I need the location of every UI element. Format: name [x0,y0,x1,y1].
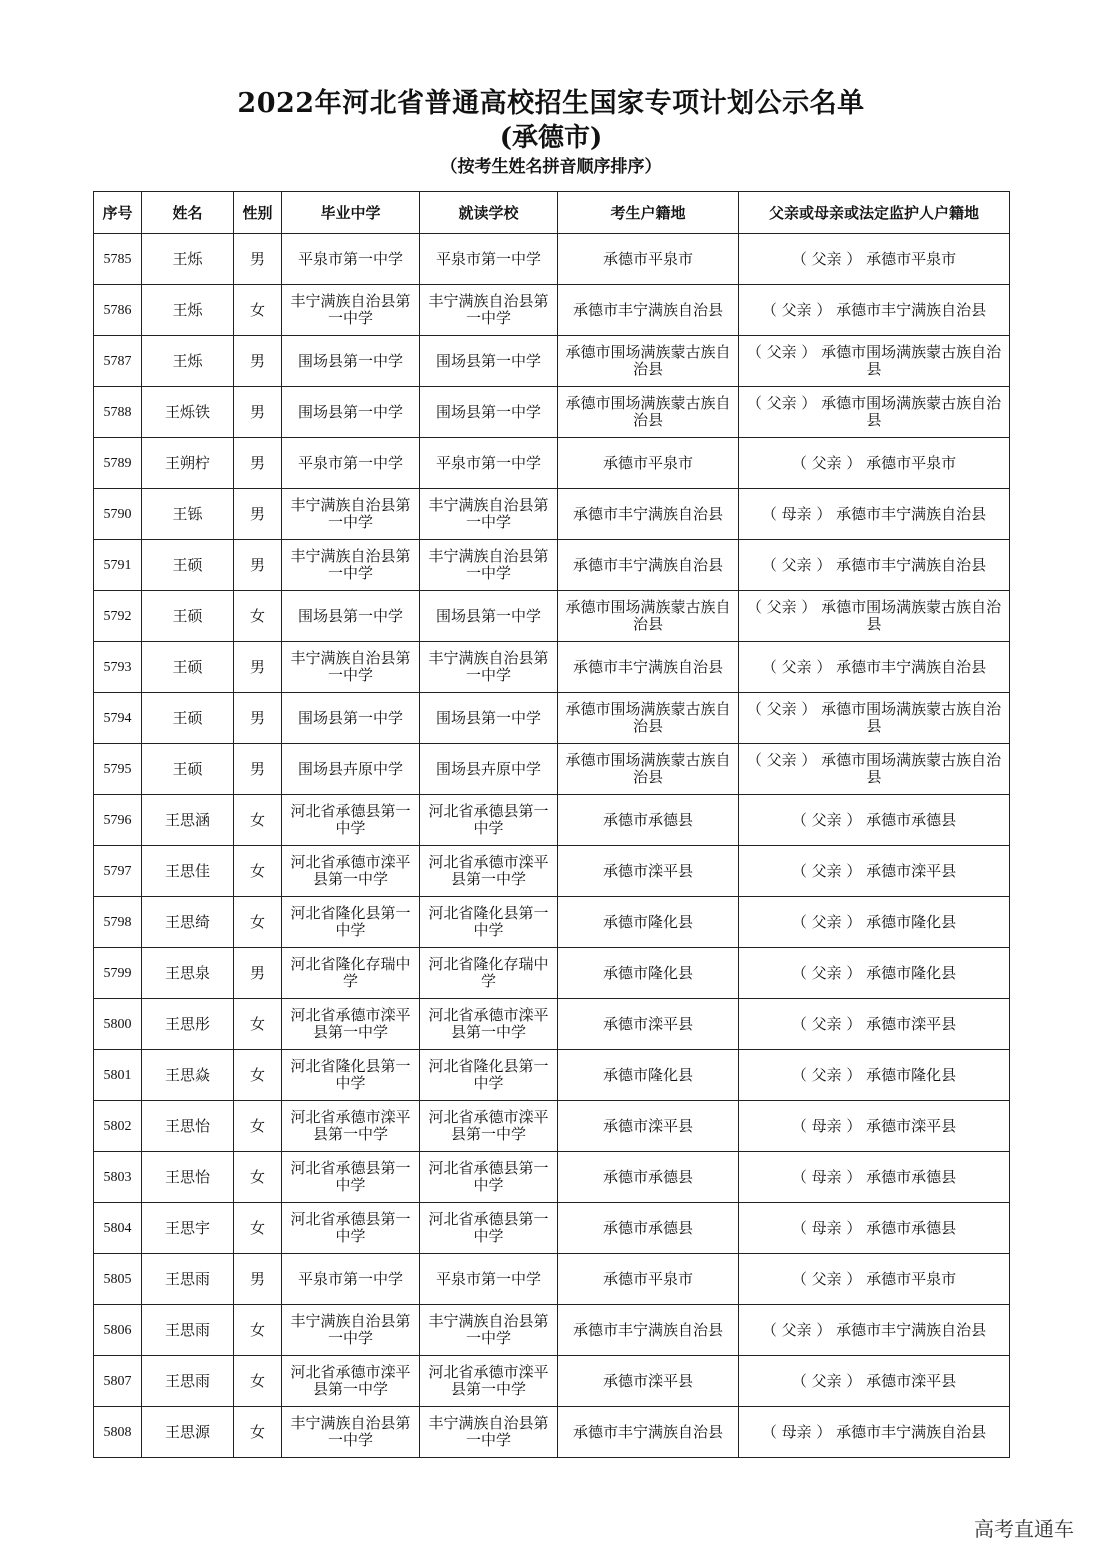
cell-seq: 5789 [94,438,142,489]
cell-gender: 女 [234,897,282,948]
cell-guardian-residence: （ 父亲 ） 承德市隆化县 [739,897,1010,948]
cell-grad-school: 围场县第一中学 [282,336,420,387]
watermark-text: 高考直通车 [974,1517,1074,1541]
table-row [94,234,1010,285]
cell-grad-school: 河北省承德县第一中学 [282,1152,420,1203]
cell-name: 王思绮 [142,897,234,948]
cell-current-school: 围场县第一中学 [420,693,558,744]
cell-student-residence: 承德市丰宁满族自治县 [558,285,739,336]
header-row [94,192,1010,234]
cell-guardian-residence: （ 母亲 ） 承德市承德县 [739,1152,1010,1203]
header-guardian-residence: 父亲或母亲或法定监护人户籍地 [739,192,1010,234]
cell-student-residence: 承德市围场满族蒙古族自治县 [558,591,739,642]
cell-seq: 5803 [94,1152,142,1203]
cell-guardian-residence: （ 父亲 ） 承德市滦平县 [739,1356,1010,1407]
cell-guardian-residence: （ 父亲 ） 承德市丰宁满族自治县 [739,540,1010,591]
cell-seq: 5788 [94,387,142,438]
cell-guardian-residence: （ 父亲 ） 承德市围场满族蒙古族自治县 [739,336,1010,387]
cell-student-residence: 承德市滦平县 [558,1356,739,1407]
cell-grad-school: 围场县第一中学 [282,591,420,642]
cell-name: 王思雨 [142,1356,234,1407]
table-header [94,192,1010,234]
cell-student-residence: 承德市丰宁满族自治县 [558,642,739,693]
cell-seq: 5806 [94,1305,142,1356]
cell-seq: 5795 [94,744,142,795]
cell-seq: 5801 [94,1050,142,1101]
cell-current-school: 河北省隆化县第一中学 [420,1050,558,1101]
cell-guardian-residence: （ 父亲 ） 承德市围场满族蒙古族自治县 [739,387,1010,438]
cell-gender: 男 [234,693,282,744]
cell-gender: 女 [234,1356,282,1407]
cell-grad-school: 丰宁满族自治县第一中学 [282,540,420,591]
table-row [94,540,1010,591]
cell-current-school: 河北省承德县第一中学 [420,1203,558,1254]
cell-name: 王思彤 [142,999,234,1050]
cell-grad-school: 河北省隆化县第一中学 [282,897,420,948]
cell-gender: 女 [234,1305,282,1356]
cell-student-residence: 承德市滦平县 [558,1101,739,1152]
table-row [94,1305,1010,1356]
cell-name: 王硕 [142,693,234,744]
table-row [94,693,1010,744]
cell-current-school: 丰宁满族自治县第一中学 [420,642,558,693]
cell-name: 王思焱 [142,1050,234,1101]
cell-current-school: 围场县第一中学 [420,591,558,642]
cell-current-school: 丰宁满族自治县第一中学 [420,540,558,591]
cell-grad-school: 河北省隆化县第一中学 [282,1050,420,1101]
table-row [94,285,1010,336]
cell-student-residence: 承德市围场满族蒙古族自治县 [558,693,739,744]
cell-student-residence: 承德市平泉市 [558,234,739,285]
cell-gender: 女 [234,591,282,642]
table-row [94,642,1010,693]
cell-name: 王思宇 [142,1203,234,1254]
cell-current-school: 河北省隆化存瑞中学 [420,948,558,999]
cell-gender: 男 [234,540,282,591]
cell-guardian-residence: （ 父亲 ） 承德市隆化县 [739,1050,1010,1101]
cell-current-school: 河北省承德县第一中学 [420,1152,558,1203]
cell-current-school: 河北省承德县第一中学 [420,795,558,846]
header-student-residence: 考生户籍地 [558,192,739,234]
header-name: 姓名 [142,192,234,234]
cell-seq: 5799 [94,948,142,999]
cell-gender: 男 [234,489,282,540]
cell-gender: 男 [234,336,282,387]
cell-guardian-residence: （ 父亲 ） 承德市隆化县 [739,948,1010,999]
cell-grad-school: 河北省承德县第一中学 [282,1203,420,1254]
cell-current-school: 丰宁满族自治县第一中学 [420,489,558,540]
cell-student-residence: 承德市平泉市 [558,438,739,489]
header-grad-school: 毕业中学 [282,192,420,234]
cell-guardian-residence: （ 母亲 ） 承德市丰宁满族自治县 [739,1407,1010,1458]
cell-current-school: 河北省隆化县第一中学 [420,897,558,948]
cell-seq: 5805 [94,1254,142,1305]
cell-seq: 5790 [94,489,142,540]
table-row [94,1356,1010,1407]
cell-student-residence: 承德市围场满族蒙古族自治县 [558,744,739,795]
cell-guardian-residence: （ 父亲 ） 承德市滦平县 [739,846,1010,897]
cell-grad-school: 河北省隆化存瑞中学 [282,948,420,999]
cell-name: 王硕 [142,744,234,795]
cell-grad-school: 平泉市第一中学 [282,1254,420,1305]
cell-guardian-residence: （ 父亲 ） 承德市承德县 [739,795,1010,846]
cell-current-school: 丰宁满族自治县第一中学 [420,285,558,336]
cell-student-residence: 承德市围场满族蒙古族自治县 [558,336,739,387]
cell-name: 王烁铁 [142,387,234,438]
cell-seq: 5796 [94,795,142,846]
sort-note: （按考生姓名拼音顺序排序） [440,157,662,177]
cell-grad-school: 平泉市第一中学 [282,234,420,285]
cell-name: 王思雨 [142,1254,234,1305]
table-row [94,591,1010,642]
cell-name: 王思源 [142,1407,234,1458]
cell-name: 王思涵 [142,795,234,846]
cell-student-residence: 承德市滦平县 [558,846,739,897]
cell-gender: 女 [234,285,282,336]
cell-student-residence: 承德市隆化县 [558,948,739,999]
cell-seq: 5785 [94,234,142,285]
cell-grad-school: 丰宁满族自治县第一中学 [282,489,420,540]
cell-name: 王硕 [142,591,234,642]
cell-name: 王思雨 [142,1305,234,1356]
cell-student-residence: 承德市隆化县 [558,1050,739,1101]
cell-seq: 5808 [94,1407,142,1458]
table-row [94,1152,1010,1203]
cell-current-school: 河北省承德市滦平县第一中学 [420,1101,558,1152]
cell-grad-school: 丰宁满族自治县第一中学 [282,285,420,336]
cell-guardian-residence: （ 父亲 ） 承德市丰宁满族自治县 [739,642,1010,693]
cell-grad-school: 河北省承德市滦平县第一中学 [282,1101,420,1152]
cell-current-school: 丰宁满族自治县第一中学 [420,1305,558,1356]
header-gender: 性别 [234,192,282,234]
cell-seq: 5791 [94,540,142,591]
table-row [94,1254,1010,1305]
cell-name: 王铄 [142,489,234,540]
cell-grad-school: 围场县第一中学 [282,693,420,744]
cell-name: 王朔柠 [142,438,234,489]
cell-guardian-residence: （ 父亲 ） 承德市平泉市 [739,438,1010,489]
cell-grad-school: 围场县卉原中学 [282,744,420,795]
table-row [94,336,1010,387]
cell-grad-school: 丰宁满族自治县第一中学 [282,642,420,693]
table-row [94,1407,1010,1458]
cell-gender: 女 [234,1152,282,1203]
cell-name: 王硕 [142,642,234,693]
table-row [94,897,1010,948]
cell-name: 王烁 [142,336,234,387]
document-title: 2022年河北省普通高校招生国家专项计划公示名单 [237,88,865,119]
cell-gender: 女 [234,1203,282,1254]
cell-guardian-residence: （ 父亲 ） 承德市滦平县 [739,999,1010,1050]
cell-gender: 女 [234,846,282,897]
cell-grad-school: 平泉市第一中学 [282,438,420,489]
table-body [94,234,1010,1458]
cell-gender: 女 [234,999,282,1050]
table-row [94,438,1010,489]
cell-current-school: 围场县第一中学 [420,336,558,387]
header-seq: 序号 [94,192,142,234]
cell-current-school: 围场县卉原中学 [420,744,558,795]
cell-student-residence: 承德市丰宁满族自治县 [558,1305,739,1356]
cell-student-residence: 承德市承德县 [558,1203,739,1254]
cell-gender: 男 [234,948,282,999]
cell-name: 王烁 [142,234,234,285]
cell-seq: 5804 [94,1203,142,1254]
cell-gender: 男 [234,387,282,438]
cell-name: 王思泉 [142,948,234,999]
cell-gender: 男 [234,1254,282,1305]
cell-guardian-residence: （ 父亲 ） 承德市围场满族蒙古族自治县 [739,591,1010,642]
cell-grad-school: 围场县第一中学 [282,387,420,438]
cell-current-school: 围场县第一中学 [420,387,558,438]
cell-seq: 5794 [94,693,142,744]
cell-guardian-residence: （ 母亲 ） 承德市承德县 [739,1203,1010,1254]
cell-current-school: 丰宁满族自治县第一中学 [420,1407,558,1458]
table-row [94,1101,1010,1152]
roster-table [93,191,1010,1458]
cell-guardian-residence: （ 父亲 ） 承德市平泉市 [739,234,1010,285]
cell-student-residence: 承德市隆化县 [558,897,739,948]
cell-name: 王思怡 [142,1152,234,1203]
cell-guardian-residence: （ 母亲 ） 承德市丰宁满族自治县 [739,489,1010,540]
cell-seq: 5793 [94,642,142,693]
cell-guardian-residence: （ 父亲 ） 承德市平泉市 [739,1254,1010,1305]
document-subtitle: (承德市) [499,123,603,153]
cell-current-school: 平泉市第一中学 [420,438,558,489]
cell-seq: 5798 [94,897,142,948]
cell-guardian-residence: （ 父亲 ） 承德市围场满族蒙古族自治县 [739,693,1010,744]
cell-gender: 男 [234,234,282,285]
cell-grad-school: 丰宁满族自治县第一中学 [282,1407,420,1458]
cell-student-residence: 承德市丰宁满族自治县 [558,489,739,540]
cell-gender: 女 [234,1101,282,1152]
cell-student-residence: 承德市平泉市 [558,1254,739,1305]
cell-name: 王思佳 [142,846,234,897]
cell-student-residence: 承德市丰宁满族自治县 [558,1407,739,1458]
cell-seq: 5800 [94,999,142,1050]
cell-seq: 5786 [94,285,142,336]
cell-grad-school: 河北省承德市滦平县第一中学 [282,846,420,897]
table-row [94,489,1010,540]
cell-student-residence: 承德市承德县 [558,1152,739,1203]
header-current-school: 就读学校 [420,192,558,234]
cell-grad-school: 河北省承德市滦平县第一中学 [282,1356,420,1407]
cell-grad-school: 河北省承德县第一中学 [282,795,420,846]
cell-guardian-residence: （ 母亲 ） 承德市滦平县 [739,1101,1010,1152]
cell-seq: 5797 [94,846,142,897]
cell-current-school: 河北省承德市滦平县第一中学 [420,1356,558,1407]
cell-guardian-residence: （ 父亲 ） 承德市围场满族蒙古族自治县 [739,744,1010,795]
cell-seq: 5807 [94,1356,142,1407]
cell-grad-school: 丰宁满族自治县第一中学 [282,1305,420,1356]
cell-guardian-residence: （ 父亲 ） 承德市丰宁满族自治县 [739,1305,1010,1356]
cell-student-residence: 承德市滦平县 [558,999,739,1050]
cell-current-school: 平泉市第一中学 [420,234,558,285]
cell-name: 王烁 [142,285,234,336]
cell-gender: 女 [234,1050,282,1101]
cell-student-residence: 承德市围场满族蒙古族自治县 [558,387,739,438]
cell-gender: 女 [234,1407,282,1458]
cell-gender: 女 [234,795,282,846]
cell-student-residence: 承德市丰宁满族自治县 [558,540,739,591]
cell-seq: 5792 [94,591,142,642]
cell-gender: 男 [234,642,282,693]
cell-guardian-residence: （ 父亲 ） 承德市丰宁满族自治县 [739,285,1010,336]
cell-seq: 5802 [94,1101,142,1152]
cell-grad-school: 河北省承德市滦平县第一中学 [282,999,420,1050]
table-row [94,1203,1010,1254]
table-row [94,744,1010,795]
table-row [94,795,1010,846]
cell-gender: 男 [234,438,282,489]
cell-name: 王思怡 [142,1101,234,1152]
cell-gender: 男 [234,744,282,795]
cell-seq: 5787 [94,336,142,387]
cell-student-residence: 承德市承德县 [558,795,739,846]
table-row [94,846,1010,897]
table-row [94,1050,1010,1101]
cell-name: 王硕 [142,540,234,591]
table-row [94,387,1010,438]
table-row [94,948,1010,999]
cell-current-school: 河北省承德市滦平县第一中学 [420,999,558,1050]
cell-current-school: 平泉市第一中学 [420,1254,558,1305]
cell-current-school: 河北省承德市滦平县第一中学 [420,846,558,897]
table-row [94,999,1010,1050]
